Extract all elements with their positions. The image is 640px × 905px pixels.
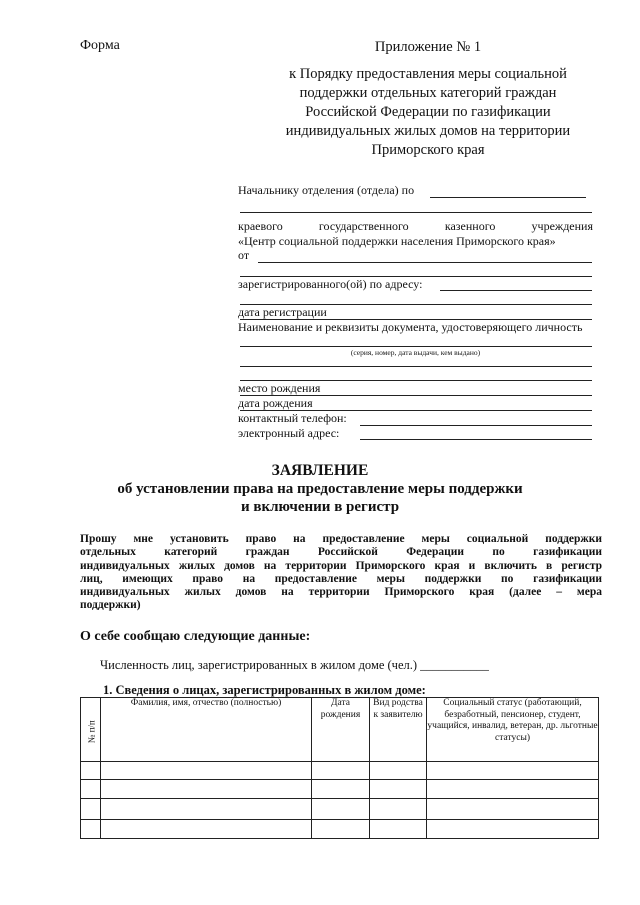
cell[interactable] [312,780,370,799]
col-relation-header: Вид родства к заявителю [370,698,427,762]
table-row[interactable] [81,780,599,799]
table-header-row [81,698,599,762]
cell[interactable] [370,799,427,820]
body-line: индивидуальных жилых домов на территории Приморского края и включить в регистр [80,559,602,572]
body-line: Прошу мне установить право на предоставление меры социальной поддержки [80,533,602,545]
col-num-header: № п/п [81,698,101,762]
cell[interactable] [81,780,101,799]
appendix-line: к Порядку предоставления меры социальной [289,66,567,82]
persons-table [80,697,599,839]
cell[interactable] [312,799,370,820]
cell[interactable] [312,820,370,839]
phone-label: контактный телефон: [238,411,347,425]
statement-subtitle: и включении в регистр [240,499,400,515]
cell[interactable] [427,820,599,839]
appendix-title: Приложение № 1 [374,39,482,55]
from-label: от [238,248,250,262]
appendix-line: индивидуальных жилых домов на территории [285,123,571,139]
doc-field[interactable] [240,346,592,347]
about-heading: О себе сообщаю следующие данные: [80,629,311,644]
col-status-header: Социальный статус (работающий, безработный, пенсионер, студент, учащийся, инвалид, ветеран, др. льготные статусы) [427,698,599,762]
cell[interactable] [81,820,101,839]
household-count-label[interactable]: Численность лиц, зарегистрированных в жилом доме (чел.) ___________ [100,658,489,672]
org-line1: краевого государственного казенного учреждения [238,219,593,233]
appendix-line: Приморского края [371,142,485,158]
cell[interactable] [101,799,312,820]
doc-label: Наименование и реквизиты документа, удостоверяющего личность [238,320,583,334]
birthdate-label: дата рождения [238,396,313,410]
appendix-line: поддержки отдельных категорий граждан [299,85,557,101]
doc-field-cont[interactable] [240,366,592,367]
birthplace-label: место рождения [238,381,321,395]
department-field-cont[interactable] [240,212,592,213]
cell[interactable] [427,799,599,820]
body-line: индивидуальных жилых домов на территории Приморского края (далее – мера [80,586,602,599]
email-field[interactable] [360,439,592,440]
org-line2: «Центр социальной поддержки населения Приморского края» [238,234,556,248]
cell[interactable] [370,762,427,780]
head-label: Начальнику отделения (отдела) по [238,183,415,197]
body-line: поддержки) [80,599,141,612]
table-row[interactable] [81,820,599,839]
cell[interactable] [101,762,312,780]
doc-hint: (серия, номер, дата выдачи, кем выдано) [350,348,481,357]
form-label: Форма [80,38,120,53]
address-field[interactable] [440,290,592,291]
statement-title: ЗАЯВЛЕНИЕ [271,462,369,479]
body-line: лиц, имеющих право на предоставление меры поддержки по газификации [80,572,602,585]
statement-title-block [60,462,580,516]
cell[interactable] [81,762,101,780]
email-label: электронный адрес: [238,426,340,440]
statement-subtitle: об установлении права на предоставление меры поддержки [117,481,523,497]
cell[interactable] [370,780,427,799]
cell[interactable] [312,762,370,780]
cell[interactable] [370,820,427,839]
appendix-line: Российской Федерации по газификации [305,104,551,120]
registered-label: зарегистрированного(ой) по адресу: [238,277,423,291]
cell[interactable] [81,799,101,820]
cell[interactable] [101,780,312,799]
col-name-header: Фамилия, имя, отчество (полностью) [101,698,312,762]
statement-body [80,533,602,613]
cell[interactable] [101,820,312,839]
cell[interactable] [427,762,599,780]
cell[interactable] [427,780,599,799]
table-row[interactable] [81,799,599,820]
department-field[interactable] [430,197,586,198]
reg-date-label: дата регистрации [238,305,327,319]
table-row[interactable] [81,762,599,780]
applicant-name-field[interactable] [258,262,592,263]
col-birth-header: Дата рождения [312,698,370,762]
body-line: отдельных категорий граждан Российской Федерации по газификации [80,546,602,559]
section-title: 1. Сведения о лицах, зарегистрированных в жилом доме: [103,683,426,697]
appendix-block [270,38,586,160]
